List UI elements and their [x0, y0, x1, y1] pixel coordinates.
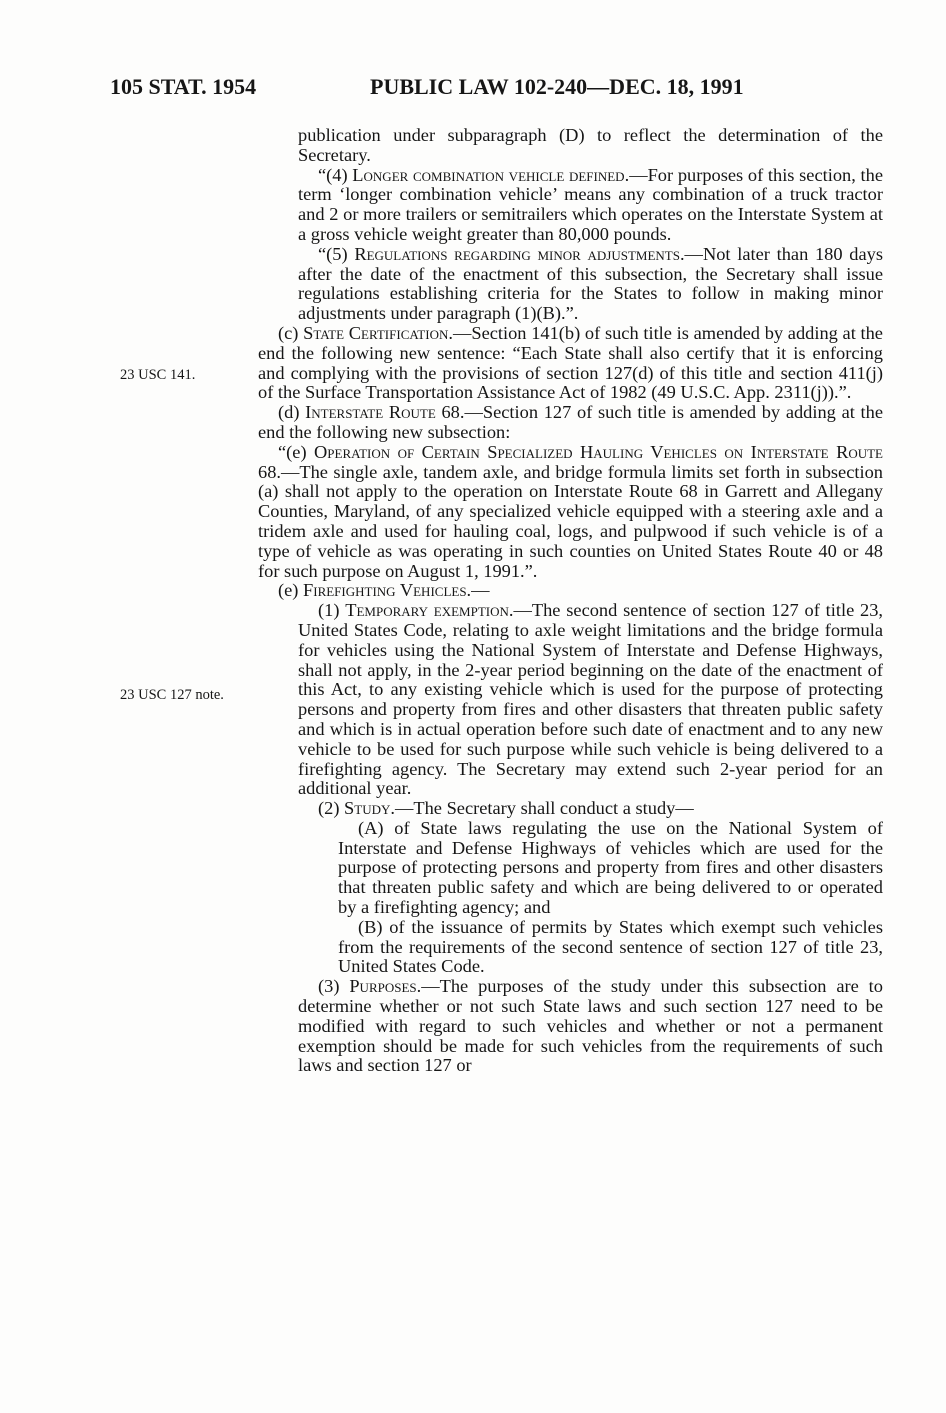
section-heading: Purposes. — [349, 976, 422, 997]
paragraph: (3) Purposes.—The purposes of the study under this subsection are to determine whether or not such State laws and such section 127 need to be modified with regard to such vehicles and whether or not a permanent exemption should be made for such vehicles from the requirements of such laws and section 127 or — [298, 976, 883, 1076]
paragraph: (e) Firefighting Vehicles.— — [278, 580, 490, 601]
section-heading: Regulations regarding minor adjustments. — [354, 243, 685, 264]
section-heading: Longer combination vehicle defined. — [352, 164, 630, 185]
paragraph: “(4) Longer combination vehicle defined.—For purposes of this section, the term ‘longer combination vehicle’ means any combination of a truck tractor and 2 or more trailers or semitrailers which operates on the Interstate System at a gross vehicle weight greater than 80,000 pounds. — [298, 164, 883, 244]
section-heading: State Certification. — [303, 322, 453, 343]
body-text — [258, 124, 883, 1076]
section-heading: Operation of Certain Specialized Hauling Vehicles on Interstate Route — [314, 441, 884, 462]
running-head: PUBLIC LAW 102-240—DEC. 18, 1991 — [370, 74, 744, 99]
margin-note-usc-141: 23 USC 141. — [120, 367, 196, 383]
paragraph: “(5) Regulations regarding minor adjustments.—Not later than 180 days after the date of the enactment of this subsection, the Secretary shall issue regulations establishing criteria for the States to follow in making minor adjustments under paragraph (1)(B).”. — [298, 243, 883, 324]
paragraph: (B) of the issuance of permits by States which exempt such vehicles from the requirements of the second sentence of section 127 of title 23, United States Code. — [338, 916, 883, 977]
section-heading: Study. — [344, 798, 395, 819]
paragraph: (2) Study.—The Secretary shall conduct a study— — [318, 798, 694, 819]
paragraph: publication under subparagraph (D) to reflect the determination of the Secretary. — [298, 125, 883, 165]
paragraph: “(e) Operation of Certain Specialized Hauling Vehicles on Interstate Route 68.—The single axle, tandem axle, and bridge formula limits set forth in subsection (a) shall not apply to the operation on Interstate Route 68 in Garrett and Allegany Counties, Maryland, of any specialized vehicle equipped with a steering axle and a tridem axle and used for hauling coal, logs, and pulpwood if such vehicle is of a type of vehicle as was operating in such counties on United States Route 40 or 48 for such purpose on August 1, 1991.”. — [258, 441, 884, 581]
page-header — [110, 74, 890, 110]
page-number: 105 STAT. 1954 — [110, 74, 257, 99]
paragraph: (c) State Certification.—Section 141(b) of such title is amended by adding at the end the following new sentence: “Each State shall also certify that it is enforcing and complying with the provisions of section 127(d) of this title and section 411(j) of the Surface Transportation Assistance Act of 1982 (49 U.S.C. App. 2311(j)).”. — [258, 322, 883, 403]
section-heading: Interstate Route — [305, 402, 436, 423]
paragraph: (1) Temporary exemption.—The second sentence of section 127 of title 23, United States Code, relating to axle weight limitations and the bridge formula for vehicles using the National System of Interstate and Defense Highways, shall not apply, in the 2-year period beginning on the date of the enactment of this Act, to any existing vehicle which is used for the purpose of protecting persons and property from fires and other disasters that threaten public safety and which is in actual operation before such date of enactment and to any new vehicle to be used for such purpose while such vehicle is being delivered to a firefighting agency. The Secretary may extend such 2-year period for an additional year. — [298, 600, 884, 799]
paragraph: (A) of State laws regulating the use on the National System of Interstate and Defense Highways of vehicles which are used for the purpose of protecting persons and property from fires and other disasters that threaten public safety and which are being delivered to or operated by a firefighting agency; and — [338, 817, 883, 918]
paragraph: (d) Interstate Route 68.—Section 127 of such title is amended by adding at the end the following new subsection: — [258, 402, 884, 442]
section-heading: Temporary exemption. — [345, 600, 514, 621]
margin-note-usc-127: 23 USC 127 note. — [120, 687, 224, 703]
section-heading: Firefighting Vehicles. — [303, 580, 472, 601]
